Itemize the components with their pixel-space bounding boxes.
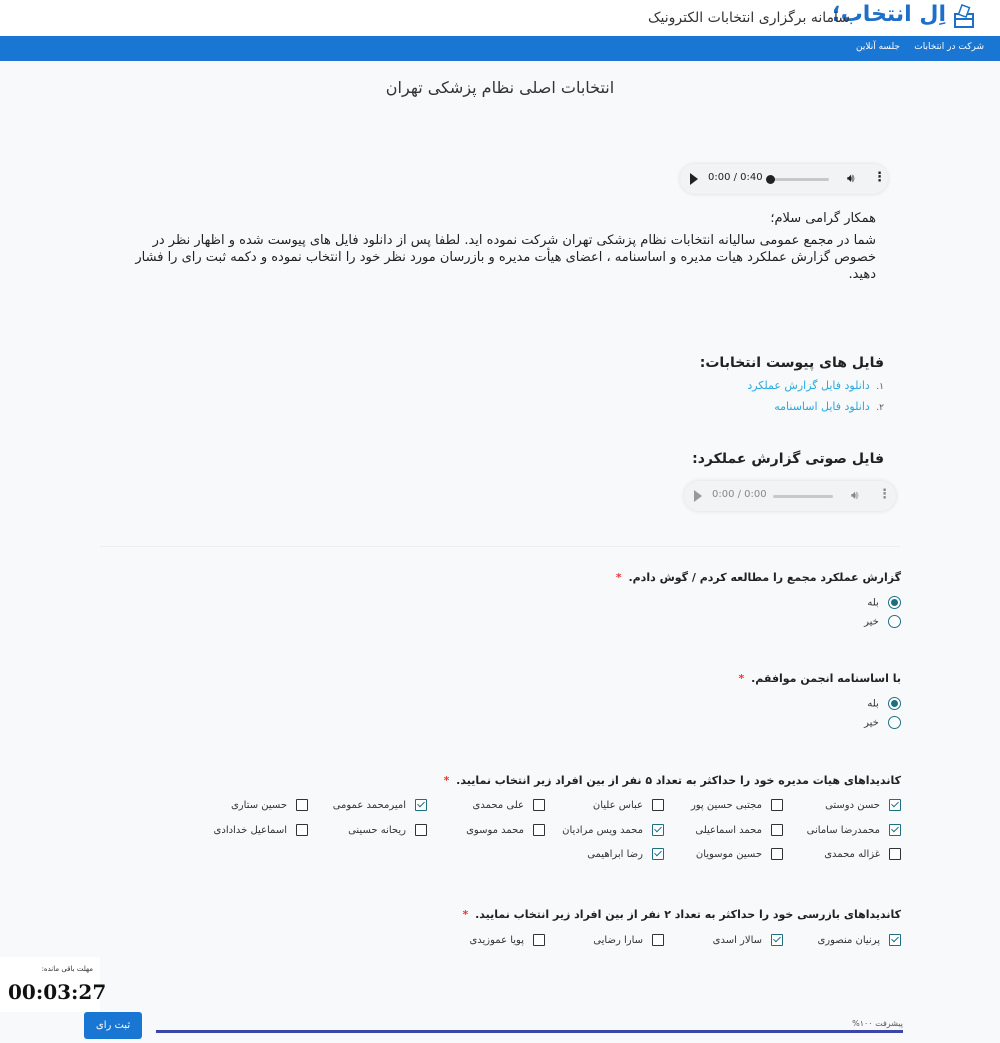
option-label: خیر <box>864 717 879 729</box>
candidate-checkbox[interactable] <box>231 799 308 811</box>
audio-seek-knob[interactable] <box>766 175 775 184</box>
question-text: با اساسنامه انجمن موافقم. <box>751 672 901 685</box>
candidate-checkbox[interactable] <box>214 824 308 836</box>
download-statute-link[interactable]: دانلود فایل اساسنامه <box>774 400 870 413</box>
more-vertical-icon[interactable]: ⋮ <box>873 170 886 185</box>
radio-option-yes[interactable] <box>867 596 901 609</box>
progress-bar <box>156 1030 903 1033</box>
checkbox[interactable] <box>533 934 545 946</box>
checkbox[interactable] <box>415 799 427 811</box>
checkbox[interactable] <box>296 824 308 836</box>
inspector-checkbox[interactable] <box>593 934 664 946</box>
required-mark: * <box>615 571 622 584</box>
attachments-heading: فایل های پیوست انتخابات: <box>699 355 884 371</box>
progress-fill <box>156 1030 903 1033</box>
candidate-checkbox[interactable] <box>466 824 545 836</box>
candidate-checkbox[interactable] <box>696 848 783 860</box>
checkbox[interactable] <box>296 799 308 811</box>
candidate-name: حسین موسویان <box>695 849 762 860</box>
question-report-label <box>616 571 901 584</box>
checkbox[interactable] <box>415 824 427 836</box>
option-label: بله <box>867 597 879 609</box>
play-icon[interactable] <box>694 490 702 502</box>
candidate-checkbox[interactable] <box>825 799 901 811</box>
candidate-name: محمدرضا سامانی <box>806 825 880 836</box>
candidate-checkbox[interactable] <box>695 824 783 836</box>
attachments-list <box>747 379 884 421</box>
checkbox[interactable] <box>889 934 901 946</box>
list-number: ۱. <box>876 382 884 392</box>
audio-seek-bar[interactable] <box>769 178 829 181</box>
list-item <box>747 379 884 400</box>
candidate-name: سالار اسدی <box>712 935 762 946</box>
submit-vote-button[interactable]: ثبت رای <box>84 1012 142 1039</box>
radio-button[interactable] <box>888 596 901 609</box>
header <box>0 0 1000 36</box>
timer-value: 00:03:27 <box>8 980 107 1004</box>
candidate-name: اسماعیل خدادادی <box>213 825 287 836</box>
brand-logo[interactable]: اِل انتخاب؛ <box>831 2 946 27</box>
inspector-checkbox[interactable] <box>817 934 901 946</box>
inspector-checkbox[interactable] <box>713 934 783 946</box>
list-item <box>747 400 884 421</box>
checkbox[interactable] <box>533 824 545 836</box>
candidate-name: غزاله محمدی <box>824 849 880 860</box>
radio-button[interactable] <box>888 615 901 628</box>
report-audio-player[interactable] <box>684 481 896 511</box>
nav-bar <box>0 36 1000 61</box>
page-title: انتخابات اصلی نظام پزشکی تهران <box>385 78 615 97</box>
timer-label: مهلت باقی مانده: <box>41 965 93 973</box>
ballot-box-icon <box>952 4 976 34</box>
option-label: بله <box>867 698 879 710</box>
volume-icon[interactable]: 🔊︎ <box>847 171 855 185</box>
progress-label: پیشرفت ۱۰۰% <box>852 1019 903 1028</box>
nav-item-participate[interactable]: شرکت در انتخابات <box>914 42 984 52</box>
candidate-name: محمد اسماعیلی <box>695 825 762 836</box>
question-text: کاندیداهای بازرسی خود را حداکثر به تعداد ۲ نفر از بین افراد زیر انتخاب نمایید. <box>475 908 901 921</box>
checkbox[interactable] <box>652 824 664 836</box>
candidate-name: حسن دوستی <box>825 800 880 811</box>
app-title: سامانه برگزاری انتخابات الکترونیک <box>647 10 850 26</box>
checkbox[interactable] <box>652 848 664 860</box>
candidate-checkbox[interactable] <box>691 799 783 811</box>
candidate-name: حسین ستاری <box>230 800 287 811</box>
candidate-name: پرنیان منصوری <box>817 935 880 946</box>
candidate-name: پویا عموزیدی <box>469 935 524 946</box>
radio-button[interactable] <box>888 697 901 710</box>
checkbox[interactable] <box>889 848 901 860</box>
download-report-link[interactable]: دانلود فایل گزارش عملکرد <box>747 379 870 392</box>
question-inspector-label <box>462 908 901 921</box>
candidate-checkbox[interactable] <box>807 824 901 836</box>
candidate-name: محمد ویس مرادیان <box>562 825 643 836</box>
radio-button[interactable] <box>888 716 901 729</box>
play-icon[interactable] <box>690 173 698 185</box>
more-vertical-icon[interactable]: ⋮ <box>878 487 891 502</box>
candidate-checkbox[interactable] <box>562 824 664 836</box>
candidate-checkbox[interactable] <box>593 799 664 811</box>
audio-report-heading: فایل صوتی گزارش عملکرد: <box>692 451 884 467</box>
checkbox[interactable] <box>652 799 664 811</box>
radio-option-yes[interactable] <box>867 697 901 710</box>
candidate-name: رضا ابراهیمی <box>587 849 643 860</box>
candidate-checkbox[interactable] <box>333 799 427 811</box>
candidate-name: امیرمحمد عمومی <box>332 800 406 811</box>
candidate-checkbox[interactable] <box>824 848 901 860</box>
candidate-name: عباس علیان <box>592 800 643 811</box>
intro-text: شما در مجمع عمومی سالیانه انتخابات نظام پزشکی تهران شرکت نموده اید. لطفا پس از دانلود فایل های پیوست شده و اظهار نظر در خصوص گزارش عملکرد هیات مدیره و اساسنامه ، اعضای هیأت مدیره و بازرسان مورد نظر خود را انتخاب نموده و دکمه ثبت رای را فشار دهید. <box>135 233 876 282</box>
question-board-label <box>444 774 901 787</box>
candidate-name: ریحانه حسینی <box>348 825 406 836</box>
greeting: همکار گرامی سلام؛ <box>770 211 876 226</box>
audio-player[interactable] <box>680 164 888 194</box>
checkbox[interactable] <box>771 799 783 811</box>
candidate-checkbox[interactable] <box>348 824 427 836</box>
candidate-name: مجتبی حسین پور <box>690 800 762 811</box>
question-text: کاندیداهای هیات مدیره خود را حداکثر به تعداد ۵ نفر از بین افراد زیر انتخاب نمایید. <box>456 774 901 787</box>
question-text: گزارش عملکرد مجمع را مطالعه کردم / گوش دادم. <box>628 571 901 584</box>
question-statute-label <box>738 672 901 685</box>
list-number: ۲. <box>876 403 884 413</box>
inspector-checkbox[interactable] <box>469 934 545 946</box>
required-mark: * <box>462 908 469 921</box>
checkbox[interactable] <box>771 934 783 946</box>
nav-item-online-meeting[interactable]: جلسه آنلاین <box>856 42 900 52</box>
option-label: خیر <box>864 616 879 628</box>
checkbox[interactable] <box>771 824 783 836</box>
volume-icon[interactable]: 🔊︎ <box>851 488 859 502</box>
checkbox[interactable] <box>771 848 783 860</box>
countdown-timer <box>0 957 107 1012</box>
checkbox[interactable] <box>652 934 664 946</box>
required-mark: * <box>443 774 450 787</box>
candidate-checkbox[interactable] <box>473 799 545 811</box>
checkbox[interactable] <box>533 799 545 811</box>
candidate-name: محمد موسوی <box>466 825 524 836</box>
radio-option-no[interactable] <box>864 716 901 729</box>
divider <box>100 546 900 547</box>
candidate-name: علی محمدی <box>472 800 524 811</box>
checkbox[interactable] <box>889 824 901 836</box>
audio-time: 0:00 / 0:00 <box>712 489 767 500</box>
checkbox[interactable] <box>889 799 901 811</box>
audio-time: 0:00 / 0:40 <box>708 172 763 183</box>
audio-seek-bar[interactable] <box>773 495 833 498</box>
candidate-name: سارا رضایی <box>593 935 643 946</box>
candidate-checkbox[interactable] <box>587 848 664 860</box>
radio-option-no[interactable] <box>864 615 901 628</box>
required-mark: * <box>738 672 745 685</box>
